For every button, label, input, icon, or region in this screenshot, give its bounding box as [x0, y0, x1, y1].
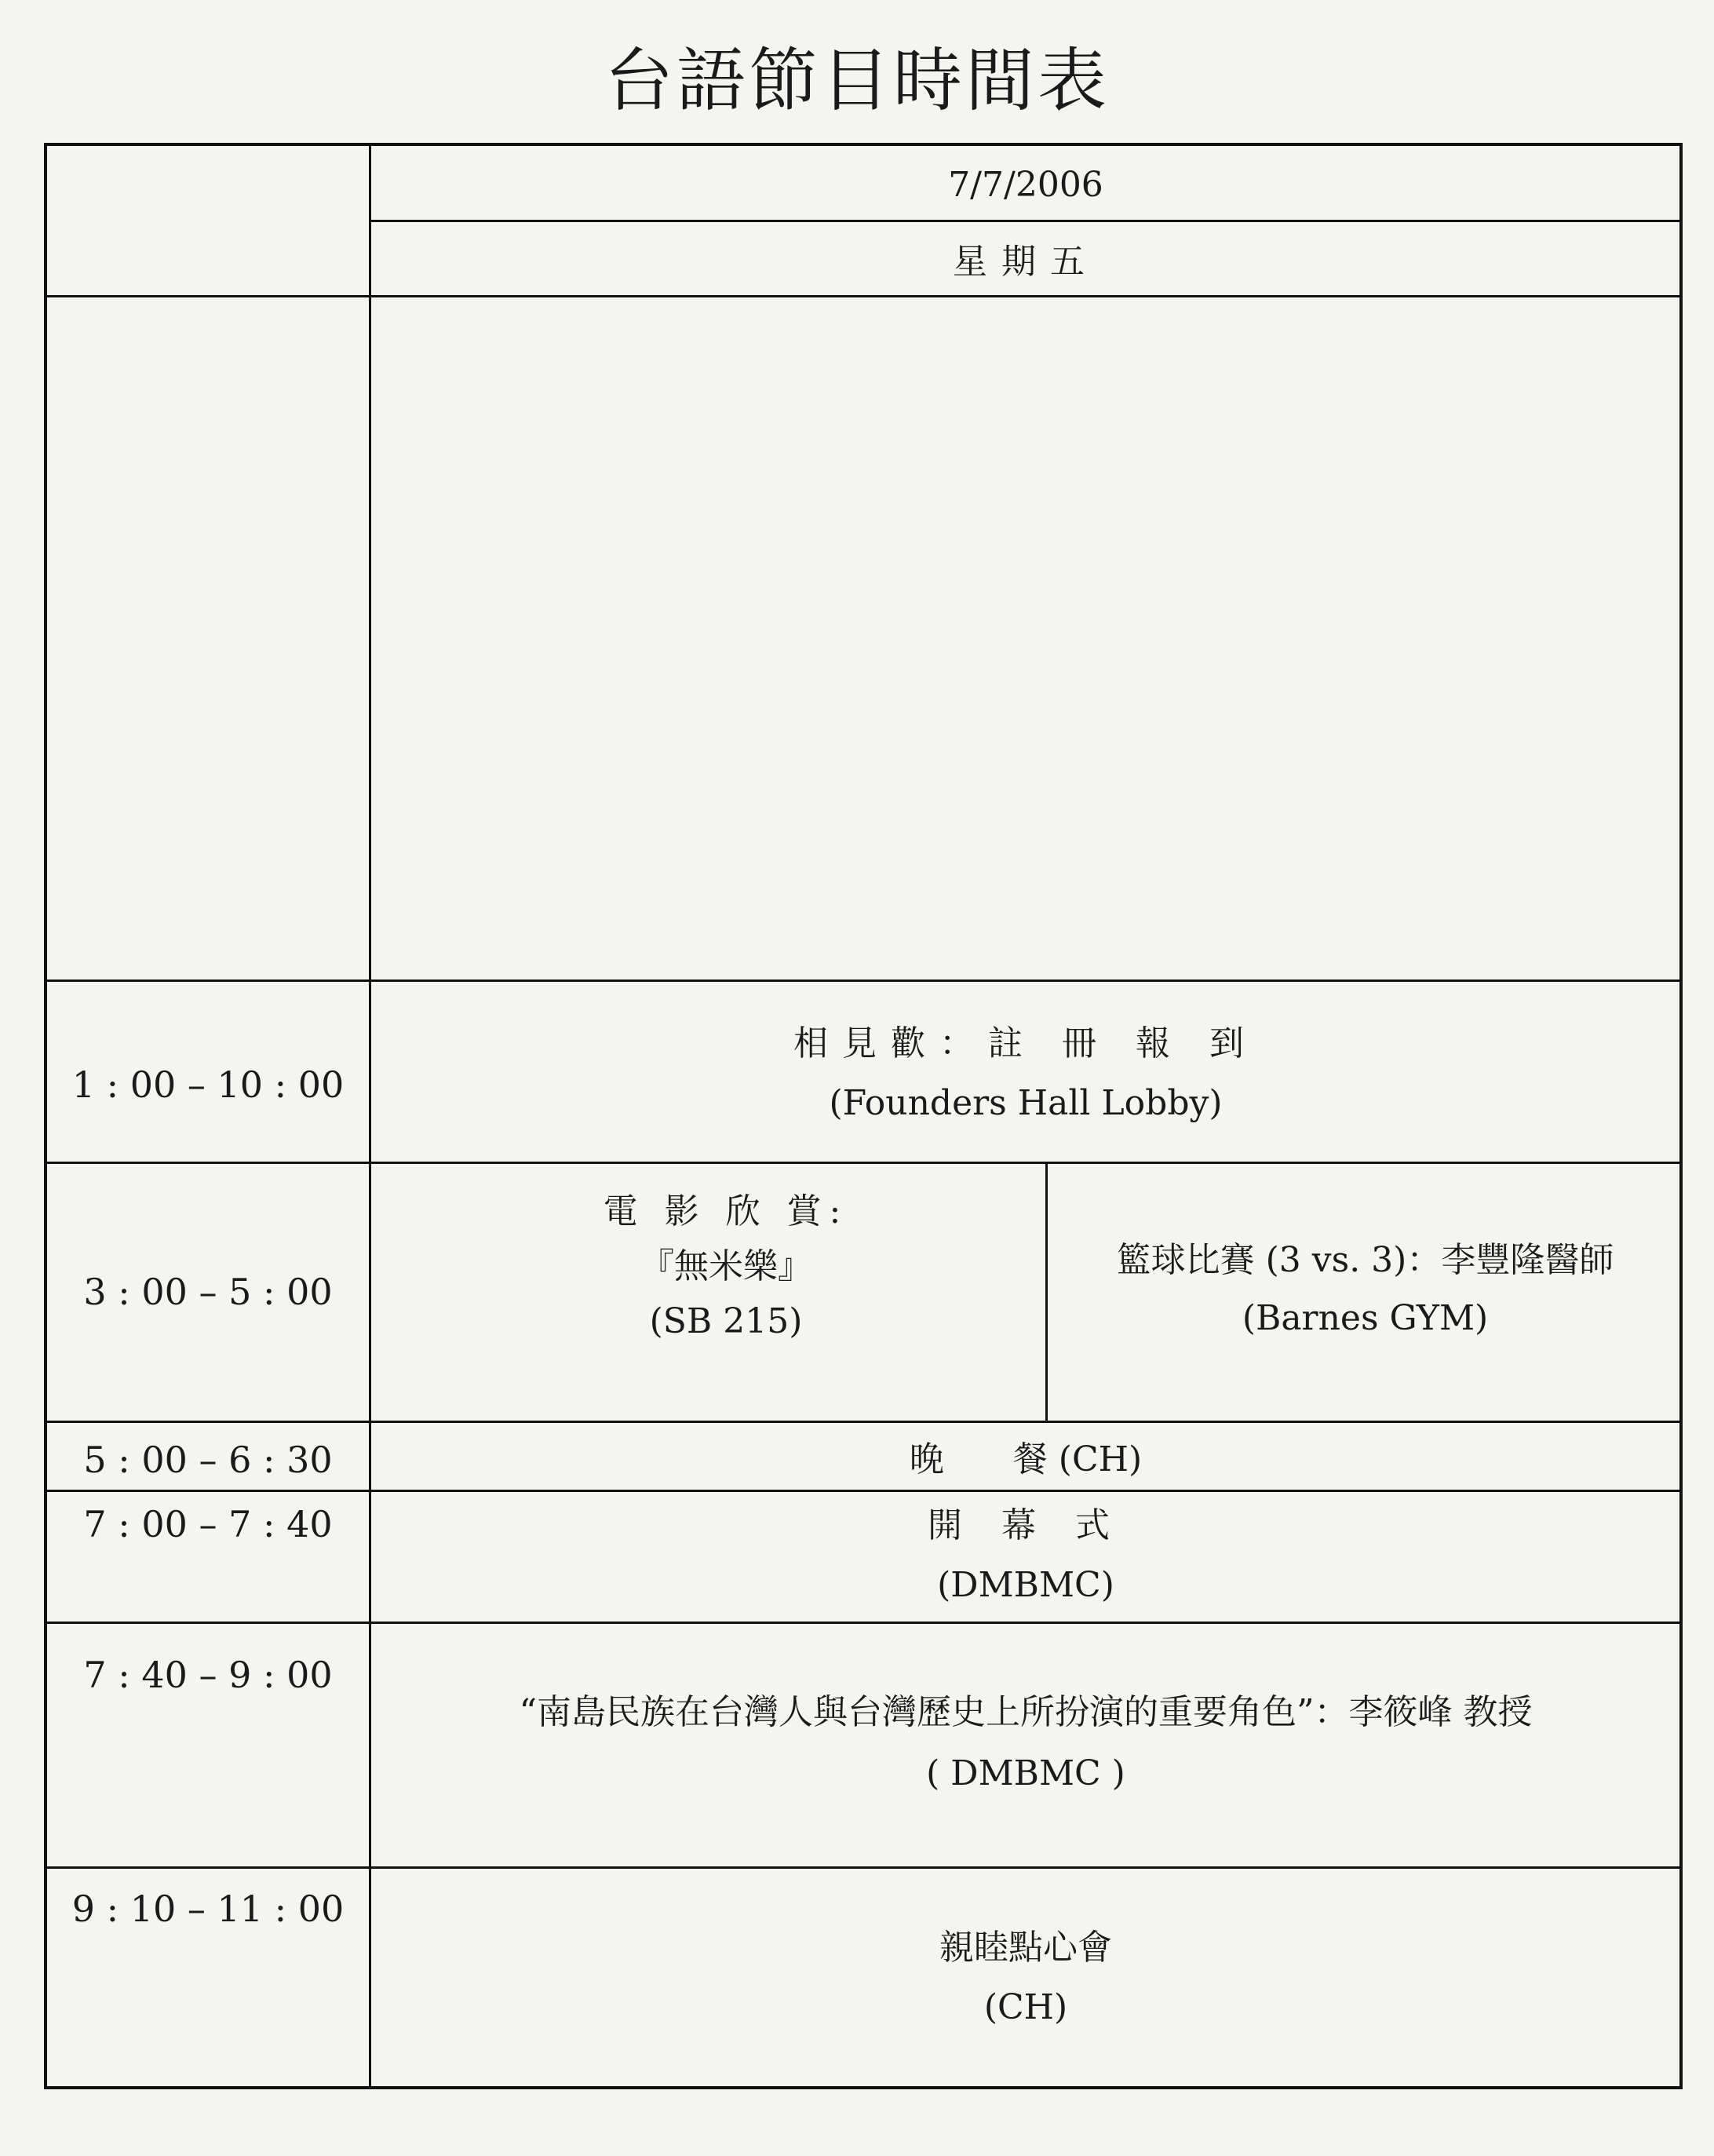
row-time: 7 : 40 – 9 : 00 [83, 1654, 333, 1696]
basketball-location: (Barnes GYM) [1242, 1298, 1489, 1338]
row-event: 親睦點心會 [939, 1928, 1112, 1968]
row-location: (Founders Hall Lobby) [829, 1083, 1223, 1123]
row-divider [47, 1622, 1683, 1624]
row-time: 5 : 00 – 6 : 30 [83, 1439, 333, 1481]
movie-title: 『無米樂』 [640, 1246, 812, 1286]
row-event: 相見歡：註 冊 報 到 [793, 1023, 1258, 1063]
row-event: 開 幕 式 [928, 1505, 1124, 1545]
row-divider [47, 980, 1683, 982]
header-weekday: 星期五 [953, 242, 1099, 282]
row-time: 7 : 00 – 7 : 40 [83, 1503, 333, 1545]
row-divider [47, 295, 1683, 297]
row-time: 1 : 00 – 10 : 00 [71, 1063, 345, 1106]
row-divider [47, 1490, 1683, 1492]
row-time: 9 : 10 – 11 : 00 [71, 1888, 345, 1930]
row-divider [369, 220, 1683, 222]
movie-location: (SB 215) [649, 1301, 803, 1341]
row-location: (CH) [983, 1987, 1068, 2027]
movie-event: 電 影 欣 賞: [603, 1191, 849, 1231]
header-date: 7/7/2006 [948, 165, 1103, 205]
row-time: 3 : 00 – 5 : 00 [83, 1271, 333, 1313]
schedule-table [44, 143, 1683, 2089]
row-divider [47, 1162, 1683, 1164]
row-location: (DMBMC) [937, 1565, 1114, 1605]
column-divider [1045, 1162, 1048, 1421]
page-title: 台語節目時間表 [604, 40, 1110, 121]
row-event: “南島民族在台灣人與台灣歷史上所扮演的重要角色”：李筱峰 教授 [519, 1692, 1533, 1732]
row-divider [47, 1866, 1683, 1869]
row-location: ( DMBMC ) [926, 1753, 1125, 1793]
row-event: 晚 餐 (CH) [909, 1439, 1143, 1479]
basketball-event: 籃球比賽 (3 vs. 3)：李豐隆醫師 [1116, 1240, 1614, 1280]
row-divider [47, 1421, 1683, 1423]
